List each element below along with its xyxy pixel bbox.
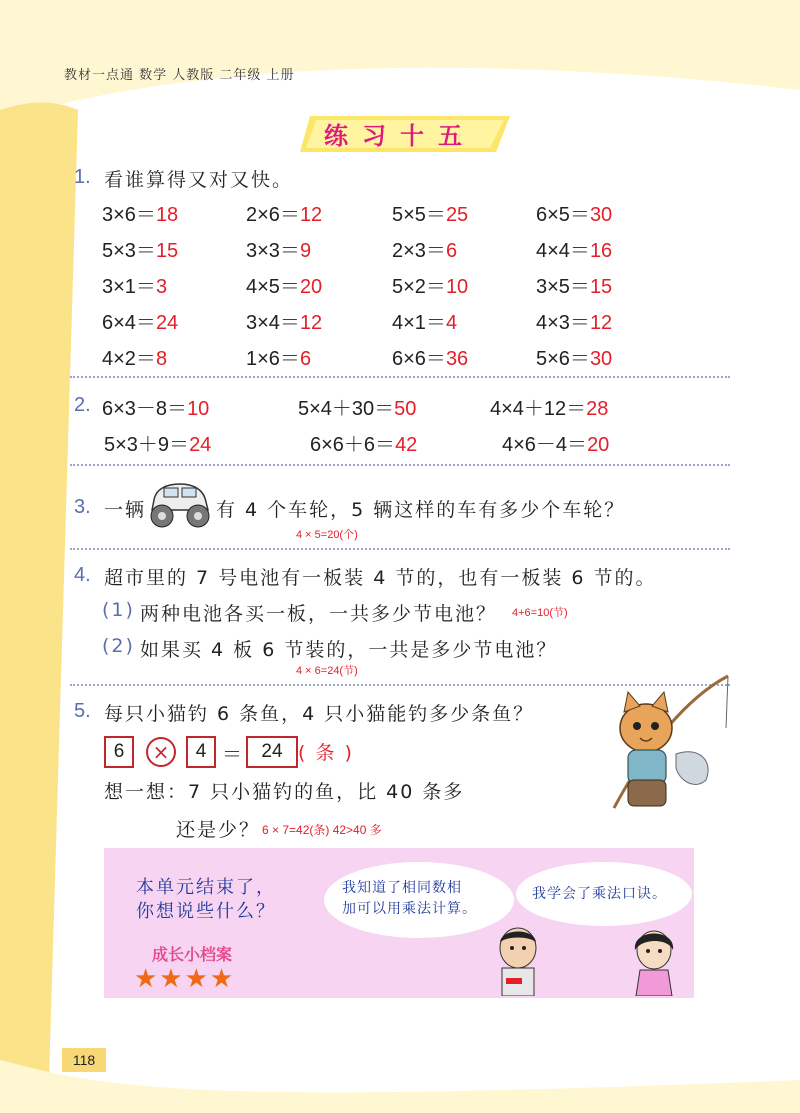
handwritten-answer: 12: [299, 312, 323, 334]
handwritten-answer: 9: [299, 240, 312, 262]
equation-expression: 1×6＝: [246, 348, 300, 370]
handwritten-answer: 24: [155, 312, 179, 334]
equation-expression: 4×4＋12＝: [490, 398, 587, 420]
handwritten-answer: 12: [299, 204, 323, 226]
q4-sub1-label: (1): [102, 599, 135, 621]
handwritten-answer: 3: [155, 276, 168, 298]
handwritten-answer: 8: [155, 348, 168, 370]
page-number: 118: [62, 1048, 106, 1072]
equation-expression: 5×3＋9＝: [104, 434, 190, 456]
q5-unit: ( 条 ): [298, 742, 354, 764]
q2-equation: [298, 392, 416, 421]
equation-expression: 4×5＝: [246, 276, 300, 298]
q1-equation: [102, 234, 178, 263]
equation-expression: 3×1＝: [102, 276, 156, 298]
handwritten-answer: 20: [299, 276, 323, 298]
q1-equation: [102, 198, 178, 227]
q1-equation: [246, 270, 322, 299]
girl-speech-text: 我学会了乘法口诀。: [532, 886, 667, 902]
q2-equation: [310, 428, 417, 457]
q1-equation: [246, 342, 311, 371]
q3-number: 3.: [74, 496, 91, 518]
q1-equation: [536, 198, 612, 227]
q5-factor-box-2: 4: [186, 736, 216, 768]
q1-equation: [392, 342, 468, 371]
equation-expression: 2×6＝: [246, 204, 300, 226]
divider: [70, 464, 730, 466]
handwritten-answer: 18: [155, 204, 179, 226]
equation-expression: 4×1＝: [392, 312, 446, 334]
divider: [70, 376, 730, 378]
handwritten-answer: 12: [589, 312, 613, 334]
equation-expression: 6×4＝: [102, 312, 156, 334]
q1-text: 看谁算得又对又快。: [104, 169, 294, 191]
q1-equation: [536, 234, 612, 263]
handwritten-answer: 36: [445, 348, 469, 370]
girl-avatar: [624, 924, 684, 996]
handwritten-answer: 24: [189, 434, 212, 456]
q1-equation: [246, 198, 322, 227]
q1-number: 1.: [74, 166, 91, 188]
handwritten-answer: 16: [589, 240, 613, 262]
q1-equation: [102, 306, 178, 335]
q4-sub1-handwritten-answer: 4+6=10(节): [512, 607, 568, 619]
q2-equation: [104, 428, 211, 457]
q1-equation: [536, 342, 612, 371]
q4-sub1-text: 两种电池各买一板，一共多少节电池？: [140, 603, 498, 625]
equation-expression: 4×4＝: [536, 240, 590, 262]
handwritten-answer: 50: [394, 398, 417, 420]
equation-expression: 6×5＝: [536, 204, 590, 226]
q2-equation: [490, 392, 608, 421]
q5-think-text: 想一想：7 只小猫钓的鱼，比 40 条多: [104, 781, 465, 803]
book-header: 教材一点通 数学 人教版 二年级 上册: [64, 68, 295, 83]
handwritten-answer: 15: [589, 276, 613, 298]
handwritten-answer: 6: [299, 348, 312, 370]
equation-expression: 4×2＝: [102, 348, 156, 370]
q1-equation: [392, 198, 468, 227]
handwritten-answer: 42: [395, 434, 418, 456]
fishing-cat-illustration: [606, 668, 732, 818]
q1-equation: [392, 234, 457, 263]
q5-factor-box-1: 6: [104, 736, 134, 768]
q5-think-text-2: 还是少？: [176, 819, 261, 841]
q5-operator-circle: ×: [146, 737, 176, 767]
boy-speech-line-1: 我知道了相同数相: [342, 880, 462, 896]
q1-equation: [392, 270, 468, 299]
rating-stars: ★★★★: [134, 964, 236, 994]
equation-expression: 6×6＝: [392, 348, 446, 370]
equation-expression: 3×6＝: [102, 204, 156, 226]
q4-sub2-handwritten-answer: 4 × 6=24(节): [296, 665, 358, 677]
q5-text: 每只小猫钓 6 条鱼，4 只小猫能钓多少条鱼？: [104, 703, 535, 725]
equation-expression: 5×3＝: [102, 240, 156, 262]
handwritten-answer: 30: [589, 204, 613, 226]
handwritten-answer: 15: [155, 240, 179, 262]
q5-result-box: 24: [246, 736, 298, 768]
equation-expression: 5×4＋30＝: [298, 398, 395, 420]
growth-record-label: 成长小档案: [152, 945, 233, 964]
q4-sub2-label: (2): [102, 635, 135, 657]
handwritten-answer: 10: [445, 276, 469, 298]
q4-text: 超市里的 7 号电池有一板装 4 节的，也有一板装 6 节的。: [104, 567, 657, 589]
equation-expression: 3×3＝: [246, 240, 300, 262]
handwritten-answer: 20: [587, 434, 610, 456]
equation-expression: 5×2＝: [392, 276, 446, 298]
q1-equation: [246, 234, 311, 263]
equation-expression: 3×5＝: [536, 276, 590, 298]
equation-expression: 5×5＝: [392, 204, 446, 226]
equation-expression: 4×6－4＝: [502, 434, 588, 456]
q1-equation: [102, 342, 167, 371]
q2-number: 2.: [74, 394, 91, 416]
q1-equation: [536, 306, 612, 335]
handwritten-answer: 6: [445, 240, 458, 262]
q3-text-after: 有 4 个车轮，5 辆这样的车有多少个车轮？: [216, 499, 626, 521]
handwritten-answer: 30: [589, 348, 613, 370]
car-icon: [146, 478, 214, 532]
summary-prompt-line-2: 你想说些什么？: [136, 901, 276, 922]
equation-expression: 2×3＝: [392, 240, 446, 262]
summary-prompt-line-1: 本单元结束了，: [136, 877, 276, 898]
equation-expression: 6×3－8＝: [102, 398, 188, 420]
equation-expression: 6×6＋6＝: [310, 434, 396, 456]
q3-text-before: 一辆: [104, 499, 147, 521]
divider: [70, 548, 730, 550]
q1-equation: [392, 306, 457, 335]
q5-equals: ＝: [222, 744, 242, 766]
boy-avatar: [488, 922, 548, 996]
page-title: 练习十五: [324, 121, 476, 150]
q1-equation: [246, 306, 322, 335]
q3-handwritten-answer: 4 × 5=20(个): [296, 529, 358, 541]
boy-speech-line-2: 加可以用乘法计算。: [342, 901, 477, 917]
equation-expression: 3×4＝: [246, 312, 300, 334]
q2-equation: [102, 392, 209, 421]
handwritten-answer: 25: [445, 204, 469, 226]
q1-equation: [102, 270, 167, 299]
handwritten-answer: 10: [187, 398, 210, 420]
q4-sub2-text: 如果买 4 板 6 节装的，一共是多少节电池？: [140, 639, 558, 661]
q1-equation: [536, 270, 612, 299]
handwritten-answer: 28: [586, 398, 609, 420]
equation-expression: 4×3＝: [536, 312, 590, 334]
equation-expression: 5×6＝: [536, 348, 590, 370]
q5-number: 5.: [74, 700, 91, 722]
q5-handwritten-answer: 6 × 7=42(条) 42>40 多: [262, 823, 382, 837]
q4-number: 4.: [74, 564, 91, 586]
handwritten-answer: 4: [445, 312, 458, 334]
q2-equation: [502, 428, 609, 457]
